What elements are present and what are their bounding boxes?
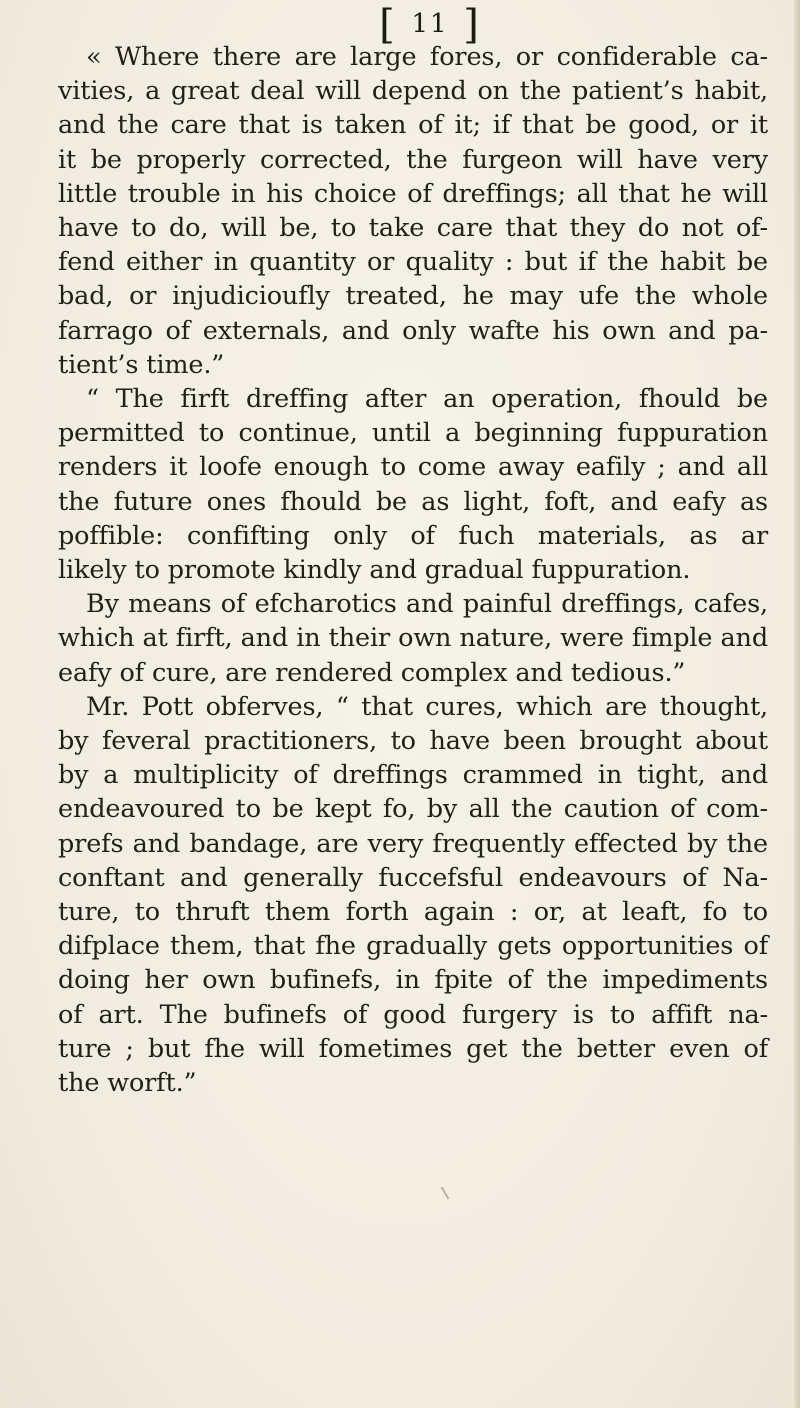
text-line: the worft.” xyxy=(58,1068,197,1099)
text-line: Mr. Pott obferves, “ that cures, which are thought, xyxy=(86,691,768,722)
text-line: eafy of cure, are rendered complex and tedious.” xyxy=(58,657,686,688)
text-line: “ The firft dreffing after an operation, fhould be xyxy=(86,384,768,415)
text-line: poffible: confifting only of fuch materials, as ar xyxy=(58,520,768,551)
text-line: by a multiplicity of dreffings crammed in tight, and xyxy=(58,760,768,791)
text-line: renders it loofe enough to come away eafily ; and all xyxy=(58,452,768,483)
text-line: conftant and generally fuccefsful endeavours of Na- xyxy=(58,862,768,893)
text-line: ture, to thruft them forth again : or, at leaft, fo to xyxy=(58,897,768,928)
text-line: likely to promote kindly and gradual fuppuration. xyxy=(58,555,691,586)
text-line: by feveral practitioners, to have been brought about xyxy=(58,726,768,757)
text-line: endeavoured to be kept fo, by all the caution of com- xyxy=(58,794,768,825)
text-line: have to do, will be, to take care that they do not of- xyxy=(58,213,768,244)
body-text xyxy=(58,40,768,1100)
text-line: tient’s time.” xyxy=(58,349,225,380)
text-line: ture ; but fhe will fometimes get the better even of xyxy=(58,1033,768,1064)
text-line: « Where there are large fores, or confiderable ca- xyxy=(86,42,768,72)
text-line: permitted to continue, until a beginning fuppuration xyxy=(58,418,768,449)
page-edge xyxy=(794,0,800,1408)
text-line: fend either in quantity or quality : but if the habit be xyxy=(58,247,768,278)
close-bracket: ] xyxy=(463,2,481,48)
text-line: difplace them, that fhe gradually gets opportunities of xyxy=(58,931,768,962)
open-bracket: [ xyxy=(379,2,397,48)
text-line: which at firft, and in their own nature, were fimple and xyxy=(58,623,768,654)
text-line: vities, a great deal will depend on the patient’s habit, xyxy=(58,76,768,107)
text-line: it be properly corrected, the furgeon will have very xyxy=(58,144,768,175)
text-line: bad, or injudicioufly treated, he may ufe the whole xyxy=(58,281,768,312)
text-line: little trouble in his choice of dreffings; all that he will xyxy=(58,178,768,209)
text-line: By means of efcharotics and painful dreffings, cafes, xyxy=(86,589,768,620)
text-line: doing her own bufinefs, in fpite of the impediments xyxy=(58,965,768,996)
text-line: and the care that is taken of it; if that be good, or it xyxy=(58,110,768,141)
text-line: of art. The bufinefs of good furgery is to affift na- xyxy=(58,999,768,1030)
ink-speck xyxy=(441,1186,450,1199)
page-number: 11 xyxy=(411,9,449,39)
text-line: farrago of externals, and only wafte his own and pa- xyxy=(58,315,768,346)
text-line: prefs and bandage, are very frequently effected by the xyxy=(58,828,768,859)
text-line: the future ones fhould be as light, foft, and eafy as xyxy=(58,486,768,517)
